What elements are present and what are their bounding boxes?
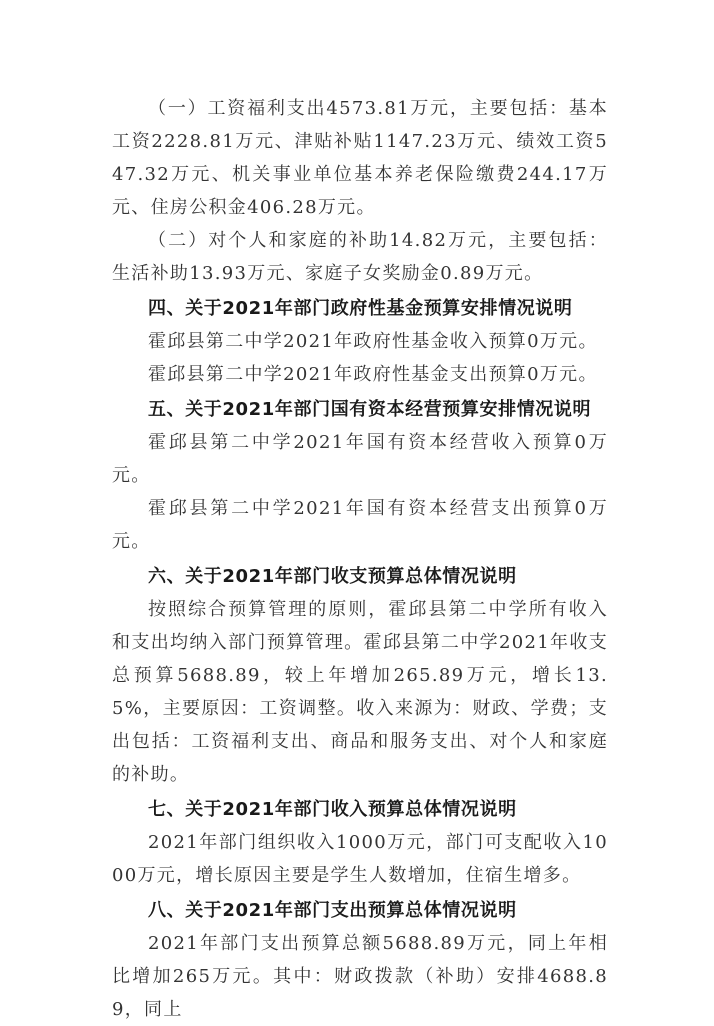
paragraph-salary-welfare: （一）工资福利支出4573.81万元，主要包括：基本工资2228.81万元、津贴补贴1147.23万元、绩效工资547.32万元、机关事业单位基本养老保险缴费244.17万元、住房公积金406.28万元。 [112, 98, 608, 218]
section-heading-expense-budget: 八、关于2021年部门支出预算总体情况说明 [148, 900, 517, 921]
document-body [112, 92, 608, 1026]
paragraph-fund-income: 霍邱县第二中学2021年政府性基金收入预算0万元。 [148, 331, 598, 352]
section-heading-state-capital: 五、关于2021年部门国有资本经营预算安排情况说明 [148, 399, 592, 420]
paragraph-overall-budget: 按照综合预算管理的原则，霍邱县第二中学所有收入和支出均纳入部门预算管理。霍邱县第二中学2021年收支总预算5688.89，较上年增加265.89万元，增长13.5%，主要原因：工资调整。收入来源为：财政、学费；支出包括：工资福利支出、商品和服务支出、对个人和家庭的补助。 [112, 599, 608, 785]
section-heading-income-budget: 七、关于2021年部门收入预算总体情况说明 [148, 799, 517, 820]
section-heading-government-fund: 四、关于2021年部门政府性基金预算安排情况说明 [148, 298, 573, 319]
paragraph-household-subsidy: （二）对个人和家庭的补助14.82万元，主要包括：生活补助13.93万元、家庭子女奖励金0.89万元。 [112, 230, 608, 284]
paragraph-expense-budget: 2021年部门支出预算总额5688.89万元，同上年相比增加265万元。其中：财政拨款（补助）安排4688.89，同上 [112, 933, 608, 1020]
paragraph-income-budget: 2021年部门组织收入1000万元，部门可支配收入1000万元，增长原因主要是学生人数增加，住宿生增多。 [112, 832, 608, 886]
paragraph-fund-expense: 霍邱县第二中学2021年政府性基金支出预算0万元。 [148, 364, 598, 385]
paragraph-capital-expense: 霍邱县第二中学2021年国有资本经营支出预算0万元。 [112, 498, 608, 552]
section-heading-overall-budget: 六、关于2021年部门收支预算总体情况说明 [148, 566, 517, 587]
paragraph-capital-income: 霍邱县第二中学2021年国有资本经营收入预算0万元。 [112, 432, 608, 486]
